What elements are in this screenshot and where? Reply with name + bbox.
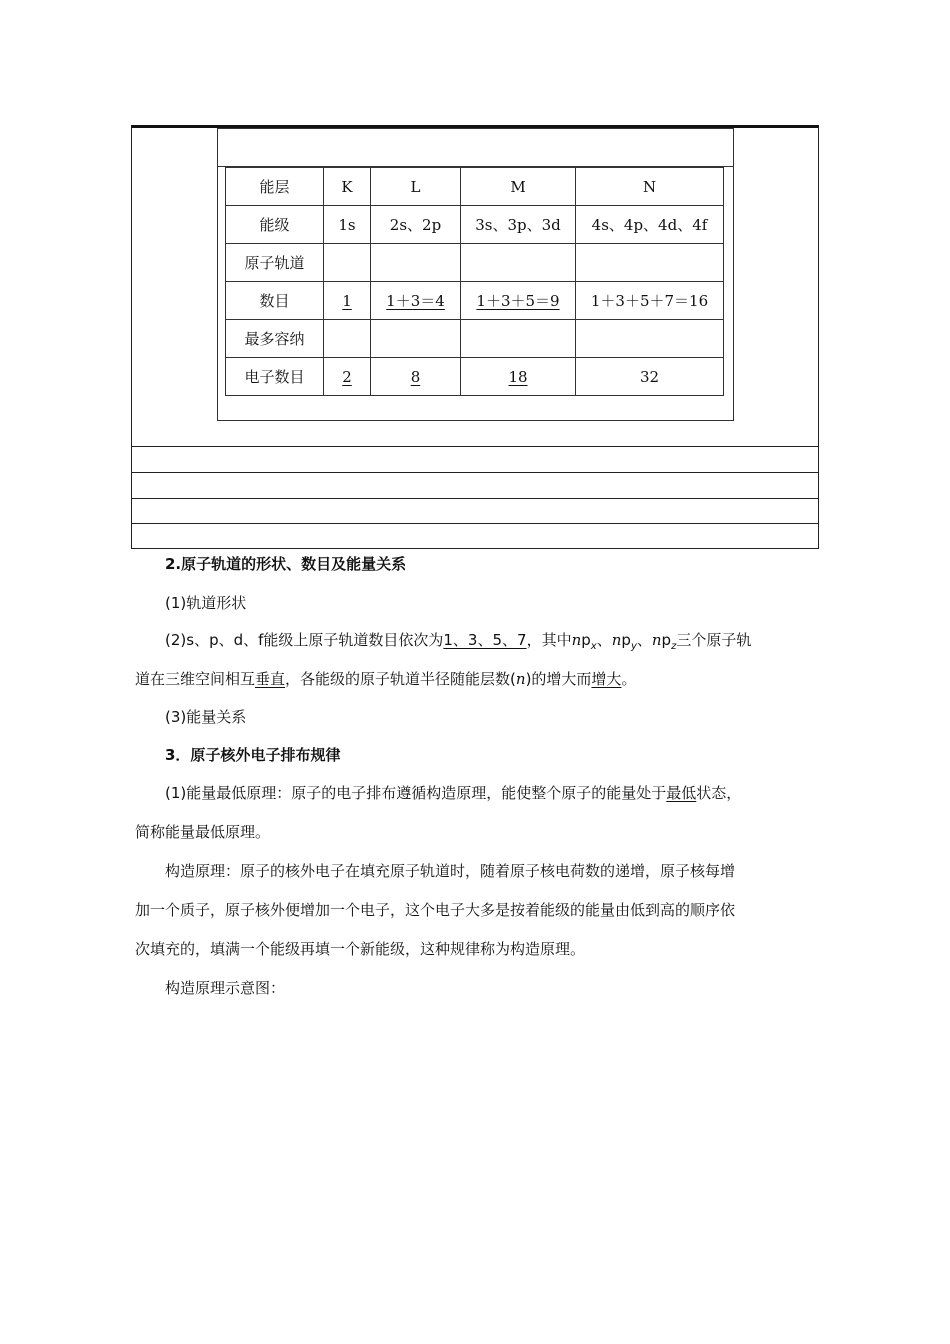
table-cell bbox=[371, 282, 461, 320]
table-cell bbox=[324, 358, 371, 396]
text-span: 三个原子轨 bbox=[676, 631, 752, 649]
paragraph: 构造原理示意图： bbox=[165, 979, 286, 997]
row-label: 数目 bbox=[226, 282, 324, 320]
table-cell: 1＋3＋5＋7＝16 bbox=[576, 282, 724, 320]
text-span: 状态， bbox=[696, 784, 742, 802]
table-row bbox=[226, 358, 724, 396]
table-row bbox=[226, 168, 724, 206]
paragraph: 次填充的，填满一个能级再填一个新能级，这种规律称为构造原理。 bbox=[135, 940, 586, 958]
paragraph bbox=[165, 783, 741, 803]
table-cell bbox=[324, 244, 371, 282]
text-span: ，其中 bbox=[526, 631, 572, 649]
table-cell: N bbox=[576, 168, 724, 206]
text-span: (2)s、p、d、f能级上原子轨道数目依次为 bbox=[165, 631, 444, 649]
row-label: 原子轨道 bbox=[226, 244, 324, 282]
table-cell bbox=[576, 244, 724, 282]
answer-blank: 8 bbox=[410, 367, 421, 386]
table-cell bbox=[371, 358, 461, 396]
table-row bbox=[226, 320, 724, 358]
table-row bbox=[226, 244, 724, 282]
energy-shell-table bbox=[225, 167, 724, 396]
answer-blank: 1＋3＋5＝9 bbox=[476, 292, 560, 310]
answer-blank: 1 bbox=[342, 291, 352, 310]
answer-blank: 1＋3＝4 bbox=[386, 292, 445, 310]
section-heading: 3．原子核外电子排布规律 bbox=[165, 746, 341, 764]
table-cell: 32 bbox=[576, 358, 724, 396]
table-row bbox=[226, 282, 724, 320]
table-cell bbox=[461, 320, 576, 358]
variable-n: n bbox=[515, 670, 526, 688]
answer-blank: 垂直 bbox=[255, 670, 286, 688]
text-span: (1)能量最低原理：原子的电子排布遵循构造原理，能使整个原子的能量处于 bbox=[165, 784, 667, 802]
paragraph: (1)轨道形状 bbox=[165, 594, 247, 612]
text-span: 道在三维空间相互 bbox=[135, 670, 256, 688]
paragraph: 简称能量最低原理。 bbox=[135, 823, 271, 841]
table-cell bbox=[461, 244, 576, 282]
divider-line bbox=[131, 523, 819, 524]
answer-blank: 1、3、5、7 bbox=[443, 631, 527, 649]
section-heading: 2.原子轨道的形状、数目及能量关系 bbox=[165, 555, 407, 573]
formula: n bbox=[571, 631, 582, 649]
paragraph: 构造原理：原子的核外电子在填充原子轨道时，随着原子核电荷数的递增，原子核每增 bbox=[165, 862, 736, 880]
text-span: ，各能级的原子轨道半径随能层数( bbox=[285, 670, 516, 688]
divider-line bbox=[131, 498, 819, 499]
answer-blank: 最低 bbox=[666, 784, 697, 802]
table-cell: M bbox=[461, 168, 576, 206]
table-cell bbox=[324, 320, 371, 358]
table-cell: 2s、2p bbox=[371, 206, 461, 244]
paragraph: 加一个质子，原子核外便增加一个电子，这个电子大多是按着能级的能量由低到高的顺序依 bbox=[135, 901, 736, 919]
table-cell: K bbox=[324, 168, 371, 206]
answer-blank: 2 bbox=[342, 367, 352, 386]
answer-blank: 增大 bbox=[591, 670, 622, 688]
table-cell: 3s、3p、3d bbox=[461, 206, 576, 244]
table-cell bbox=[324, 282, 371, 320]
text-span: 。 bbox=[621, 670, 637, 688]
row-label: 能层 bbox=[226, 168, 324, 206]
table-cell: 4s、4p、4d、4f bbox=[576, 206, 724, 244]
divider-line bbox=[131, 472, 819, 473]
table-cell bbox=[371, 320, 461, 358]
paragraph bbox=[135, 669, 636, 689]
table-cell: L bbox=[371, 168, 461, 206]
row-label: 电子数目 bbox=[226, 358, 324, 396]
table-cell bbox=[371, 244, 461, 282]
paragraph: (3)能量关系 bbox=[165, 708, 247, 726]
table-cell bbox=[461, 358, 576, 396]
text-span: )的增大而 bbox=[525, 670, 592, 688]
divider-line bbox=[131, 446, 819, 447]
table-cell bbox=[461, 282, 576, 320]
answer-blank: 18 bbox=[508, 367, 528, 386]
table-cell bbox=[576, 320, 724, 358]
table-row bbox=[226, 206, 724, 244]
paragraph: (2)s、p、d、f能级上原子轨道数目依次为1、3、5、7，其中$np_x$、$np_y$、$np_z$三个原子轨 bbox=[165, 631, 752, 652]
row-label: 最多容纳 bbox=[226, 320, 324, 358]
row-label: 能级 bbox=[226, 206, 324, 244]
table-cell: 1s bbox=[324, 206, 371, 244]
